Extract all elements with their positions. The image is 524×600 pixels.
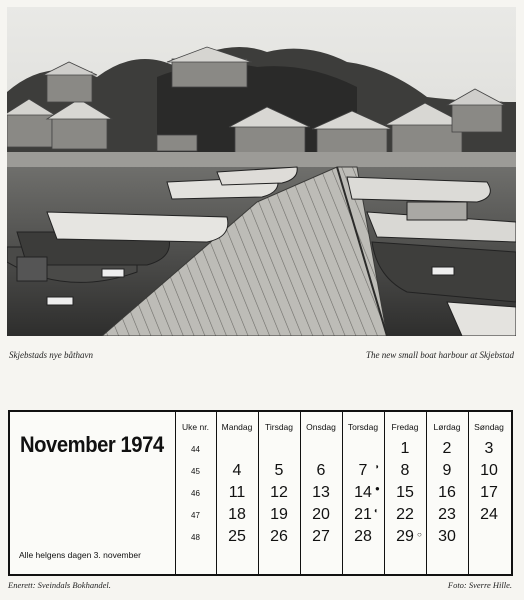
header-wednesday: Onsdag	[306, 422, 336, 432]
day-cell: 4	[232, 462, 242, 479]
day-cell: 7	[358, 462, 368, 479]
day-cell: 9	[442, 462, 452, 479]
header-week-number: Uke nr.	[182, 422, 209, 432]
header-thursday: Torsdag	[347, 422, 379, 432]
month-title: November 1974	[20, 432, 164, 457]
day-cell: 11	[228, 484, 246, 501]
calendar-panel	[8, 410, 513, 576]
day-cell: 14	[354, 484, 372, 501]
day-cell: 28	[354, 528, 372, 545]
day-cell: 30	[438, 528, 456, 545]
day-cell: 20	[312, 506, 330, 523]
week-number: 47	[191, 511, 200, 520]
holiday-note: Alle helgens dagen 3. november	[19, 550, 141, 560]
moon-phase-first-quarter: ◐	[374, 506, 379, 515]
day-cell: 23	[438, 506, 456, 523]
header-monday: Mandag	[221, 422, 253, 432]
day-cell: 18	[228, 506, 246, 523]
day-cell: 2	[442, 440, 452, 457]
day-cell: 19	[270, 506, 288, 523]
day-cell: 27	[312, 528, 330, 545]
day-cell: 1	[400, 440, 410, 457]
week-number: 46	[191, 489, 200, 498]
day-cell: 21	[354, 506, 372, 523]
harbour-photo-illustration	[7, 7, 516, 336]
photo-credit: Foto: Sverre Hille.	[447, 580, 512, 590]
day-cell: 26	[270, 528, 288, 545]
day-cell: 16	[438, 484, 456, 501]
day-cell: 6	[316, 462, 326, 479]
day-cell: 17	[480, 484, 498, 501]
day-cell: 22	[396, 506, 414, 523]
day-cell: 5	[274, 462, 284, 479]
calendar-grid	[175, 412, 511, 574]
day-cell: 13	[312, 484, 330, 501]
day-cell: 29	[396, 528, 414, 545]
harbour-photo	[7, 7, 516, 336]
day-cell: 25	[228, 528, 246, 545]
day-cell: 3	[484, 440, 494, 457]
header-saturday: Lørdag	[433, 422, 461, 432]
moon-phase-full-moon: ○	[417, 530, 422, 539]
header-sunday: Søndag	[474, 422, 504, 432]
moon-phase-last-quarter: ◑	[374, 462, 379, 471]
day-cell: 12	[270, 484, 288, 501]
week-number: 45	[191, 467, 200, 476]
caption-norwegian: Skjebstads nye båthavn	[9, 350, 93, 360]
copyright-note: Enerett: Sveindals Bokhandel.	[8, 580, 111, 590]
week-number: 44	[191, 445, 200, 454]
moon-phase-new-moon: ●	[375, 484, 380, 493]
week-number: 48	[191, 533, 200, 542]
day-cell: 10	[480, 462, 498, 479]
header-tuesday: Tirsdag	[264, 422, 294, 432]
day-cell: 15	[396, 484, 414, 501]
header-friday: Fredag	[391, 422, 419, 432]
day-cell: 24	[480, 506, 498, 523]
day-cell: 8	[400, 462, 410, 479]
caption-english: The new small boat harbour at Skjebstad	[366, 350, 514, 360]
